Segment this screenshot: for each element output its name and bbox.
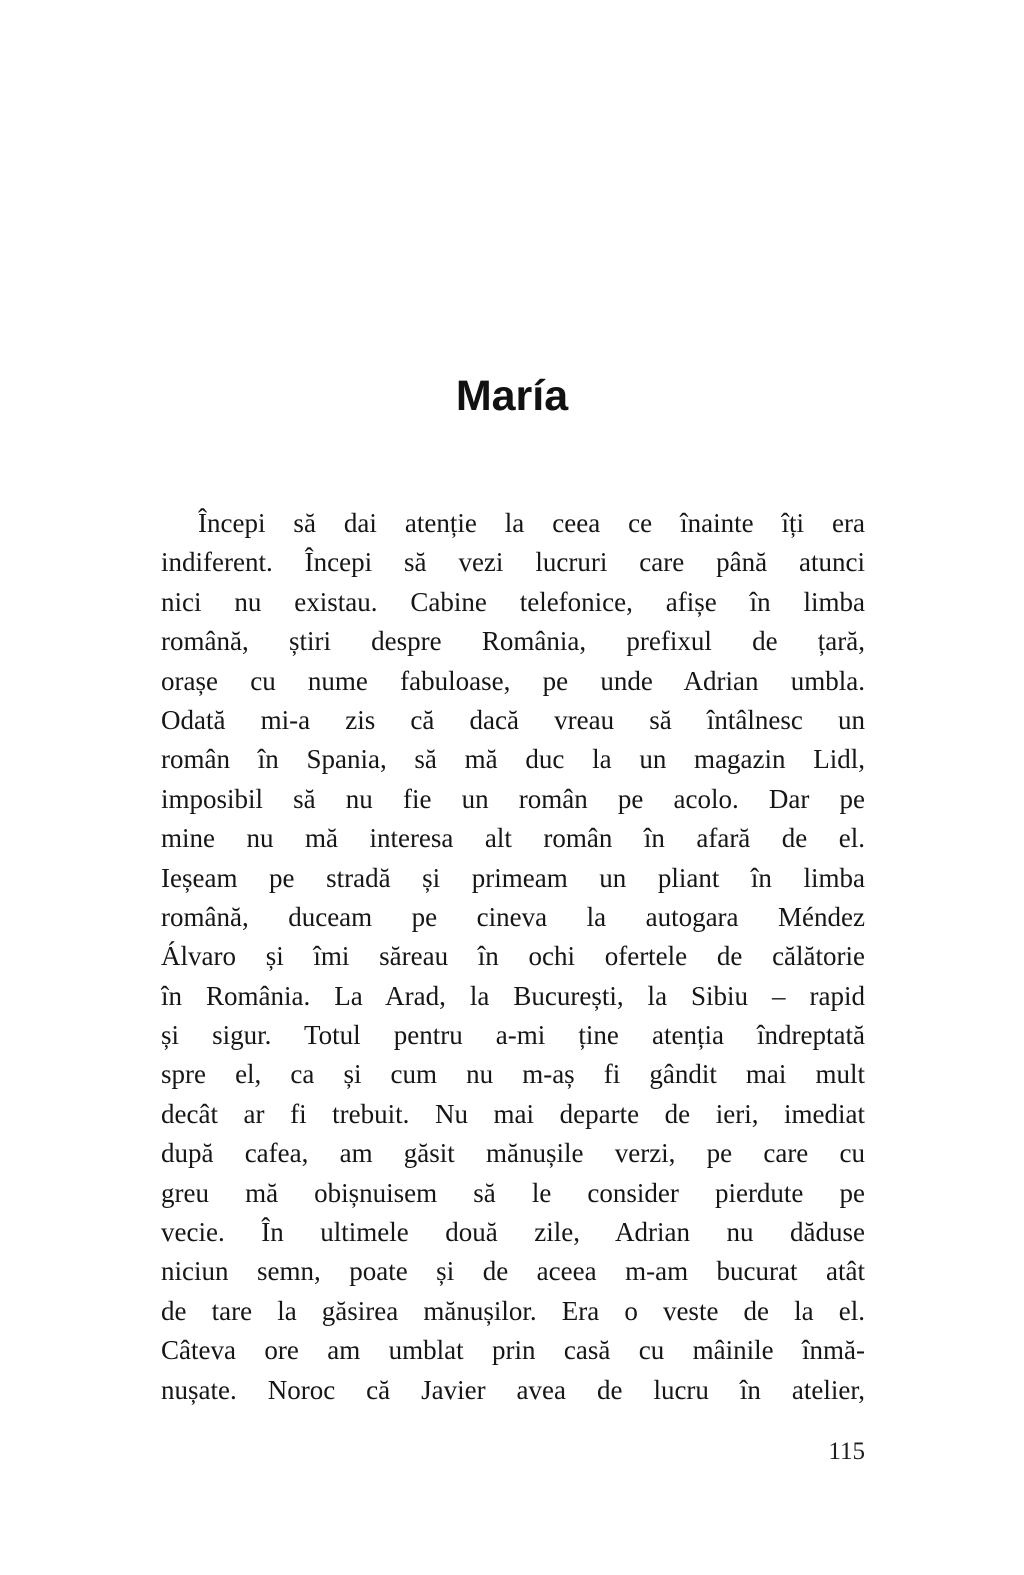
text-line: română, duceam pe cineva la autogara Méndez	[161, 901, 865, 932]
text-line: nușate. Noroc că Javier avea de lucru în atelier,	[161, 1374, 865, 1405]
chapter-title: María	[455, 372, 569, 420]
text-line: și sigur. Totul pentru a-mi ține atenția îndreptată	[161, 1020, 865, 1051]
text-line: greu mă obișnuisem să le consider pierdute pe	[161, 1177, 865, 1208]
text-line: Odată mi-a zis că dacă vreau să întâlnesc un	[161, 704, 865, 735]
text-line: vecie. În ultimele două zile, Adrian nu dăduse	[161, 1217, 865, 1248]
text-line: în România. La Arad, la București, la Sibiu – rapid	[161, 980, 865, 1011]
text-line: decât ar fi trebuit. Nu mai departe de ieri, imediat	[161, 1098, 865, 1129]
page-number: 115	[828, 1438, 865, 1465]
text-line: română, știri despre România, prefixul de țară,	[161, 626, 865, 657]
text-line: nici nu existau. Cabine telefonice, afișe în limba	[161, 586, 865, 617]
text-line: orașe cu nume fabuloase, pe unde Adrian umbla.	[161, 665, 865, 696]
text-line: Álvaro și îmi săreau în ochi ofertele de călătorie	[161, 941, 865, 972]
text-line: de tare la găsirea mănușilor. Era o veste de la el.	[161, 1295, 865, 1326]
body-text	[161, 504, 865, 1410]
text-line: după cafea, am găsit mănușile verzi, pe care cu	[161, 1138, 865, 1169]
text-line: spre el, ca și cum nu m-aș fi gândit mai mult	[161, 1059, 865, 1090]
text-line: Ieșeam pe stradă și primeam un pliant în limba	[161, 862, 865, 893]
text-line: indiferent. Începi să vezi lucruri care până atunci	[161, 547, 865, 578]
text-line: Începi să dai atenție la ceea ce înainte îți era	[198, 508, 865, 538]
text-line: Câteva ore am umblat prin casă cu mâinile înmă-	[161, 1335, 865, 1366]
text-line: niciun semn, poate și de aceea m-am bucurat atât	[161, 1256, 865, 1287]
text-line: român în Spania, să mă duc la un magazin Lidl,	[161, 744, 865, 775]
text-line: mine nu mă interesa alt român în afară de el.	[161, 823, 865, 854]
text-line: imposibil să nu fie un român pe acolo. Dar pe	[161, 783, 865, 814]
